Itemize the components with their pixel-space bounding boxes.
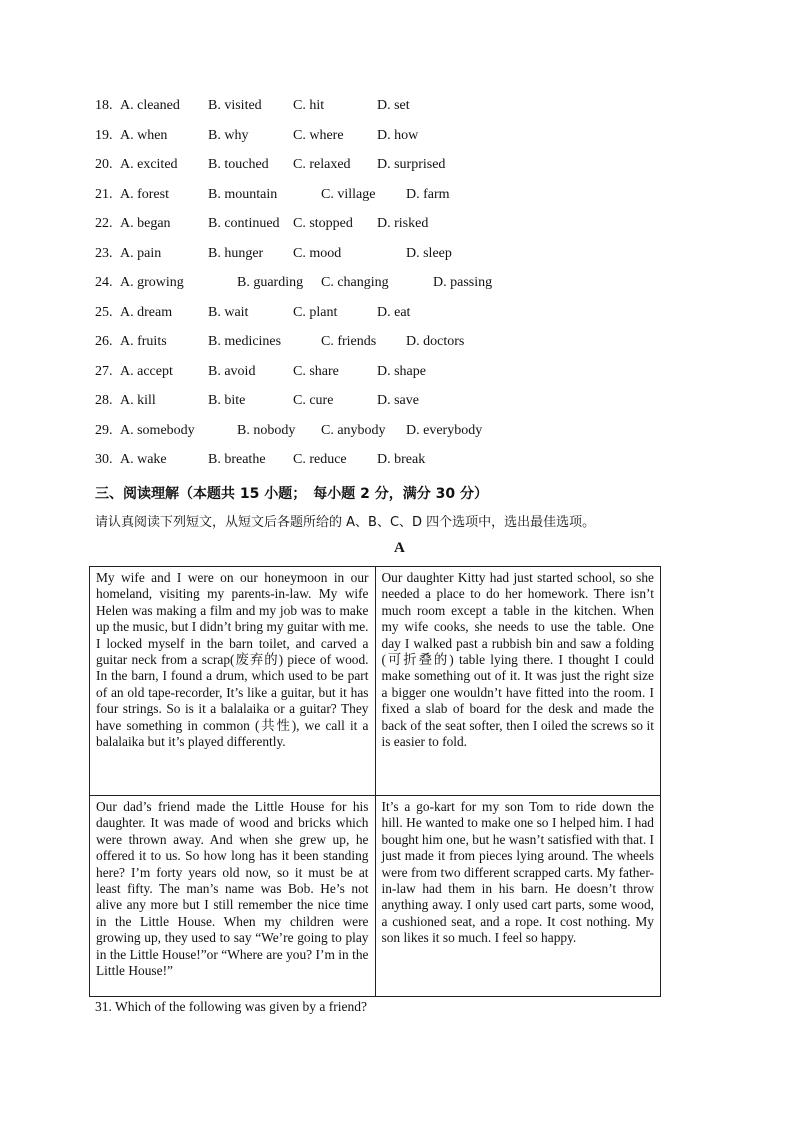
option-a: A. excited bbox=[120, 157, 178, 172]
option-d: D. shape bbox=[377, 364, 426, 379]
option-a: A. dream bbox=[120, 305, 173, 320]
option-a: A. pain bbox=[120, 246, 162, 261]
question-number: 30. bbox=[95, 452, 113, 467]
instructions: 请认真阅读下列短文，从短文后各题所给的 A、B、C、D 四个选项中，选出最佳选项。 bbox=[95, 515, 596, 530]
passage-top-right: Our daughter Kitty had just started school, so she needed a place to do her homework. There isn’t much room except a table in the kitchen. When my wife cooks, she needs to use the table. One day I walked past a rubbish bin and saw a folding (可折叠的) table lying there. I thought I could make something out of it. It was just the right size a bigger one wouldn’t have fitted into the room. I fixed a slab of board for the desk and made the back of the seat softer, then I oiled the screws so it is easier to fold. bbox=[375, 567, 661, 796]
question-number: 21. bbox=[95, 187, 113, 202]
section-heading: 三、阅读理解（本题共 15 小题； 每小题 2 分，满分 30 分） bbox=[95, 486, 488, 502]
question-number: 18. bbox=[95, 98, 113, 113]
option-a: A. somebody bbox=[120, 423, 195, 438]
option-b: B. avoid bbox=[208, 364, 256, 379]
question-number: 20. bbox=[95, 157, 113, 172]
question-number: 27. bbox=[95, 364, 113, 379]
option-a: A. began bbox=[120, 216, 171, 231]
option-d: D. risked bbox=[377, 216, 429, 231]
passage-bottom-left: Our dad’s friend made the Little House for his daughter. It was made of wood and bricks which were thrown away. And when she grew up, he offered it to us. So how long has it been standing here? I’m forty years old now, so it must be at least fifty. The man’s name was Bob. He’s not alive any more but I still remember the nice time in the Little House. When my children were growing up, they used to say “We’re going to play in the Little House!”or “Where are you? I’m in the Little House!” bbox=[90, 796, 376, 997]
option-c: C. village bbox=[321, 187, 376, 202]
option-a: A. forest bbox=[120, 187, 169, 202]
option-d: D. passing bbox=[433, 275, 493, 290]
option-a: A. fruits bbox=[120, 334, 167, 349]
option-c: C. anybody bbox=[321, 423, 386, 438]
question-number: 29. bbox=[95, 423, 113, 438]
option-c: C. stopped bbox=[293, 216, 353, 231]
option-c: C. share bbox=[293, 364, 339, 379]
question-number: 26. bbox=[95, 334, 113, 349]
option-d: D. everybody bbox=[406, 423, 483, 438]
option-a: A. cleaned bbox=[120, 98, 180, 113]
question-number: 24. bbox=[95, 275, 113, 290]
option-c: C. plant bbox=[293, 305, 338, 320]
option-b: B. mountain bbox=[208, 187, 278, 202]
option-d: D. how bbox=[377, 128, 419, 143]
option-d: D. doctors bbox=[406, 334, 465, 349]
option-b: B. medicines bbox=[208, 334, 282, 349]
option-c: C. changing bbox=[321, 275, 389, 290]
question-number: 19. bbox=[95, 128, 113, 143]
option-c: C. hit bbox=[293, 98, 325, 113]
option-c: C. reduce bbox=[293, 452, 347, 467]
option-b: B. hunger bbox=[208, 246, 264, 261]
passage-top-left: My wife and I were on our honeymoon in our homeland, visiting my parents-in-law. My wife Helen was making a film and my job was to make up the music, but I didn’t bring my guitar with me. I locked myself in the barn toilet, and carved a guitar neck from a scrap(废弃的) piece of wood. In the barn, I found a drum, which used to be part of an old tape-recorder, It’s like a guitar, but it has four strings. So is it a balalaika or a guitar? They have something in common (共性), we call it a balalaika but it’s played differently. bbox=[90, 567, 376, 796]
option-d: D. eat bbox=[377, 305, 411, 320]
option-a: A. growing bbox=[120, 275, 184, 290]
option-b: B. nobody bbox=[237, 423, 296, 438]
option-c: C. cure bbox=[293, 393, 334, 408]
passage-title: A bbox=[394, 540, 405, 556]
option-c: C. where bbox=[293, 128, 344, 143]
passage-bottom-right: It’s a go-kart for my son Tom to ride down the hill. He wanted to make one so I helped him. I had bought him one, but he wasn’t satisfied with that. I just made it from pieces lying around. The wheels were from two different scrapped carts. My father-in-law had them in his barn. He doesn’t throw anything away. I only used cart parts, some wood, a cushioned seat, and a rope. It cost nothing. My son likes it so much. I feel so happy. bbox=[375, 796, 661, 997]
option-c: C. friends bbox=[321, 334, 377, 349]
question-number: 25. bbox=[95, 305, 113, 320]
passages-table bbox=[89, 566, 661, 997]
option-a: A. wake bbox=[120, 452, 167, 467]
option-b: B. continued bbox=[208, 216, 280, 231]
option-b: B. guarding bbox=[237, 275, 304, 290]
option-d: D. set bbox=[377, 98, 410, 113]
question-number: 22. bbox=[95, 216, 113, 231]
option-b: B. breathe bbox=[208, 452, 266, 467]
question-number: 23. bbox=[95, 246, 113, 261]
option-c: C. relaxed bbox=[293, 157, 351, 172]
option-b: B. bite bbox=[208, 393, 246, 408]
option-b: B. wait bbox=[208, 305, 249, 320]
option-c: C. mood bbox=[293, 246, 342, 261]
option-d: D. surprised bbox=[377, 157, 446, 172]
question-31: 31. Which of the following was given by a friend? bbox=[95, 999, 367, 1014]
option-a: A. kill bbox=[120, 393, 156, 408]
option-b: B. touched bbox=[208, 157, 269, 172]
option-a: A. accept bbox=[120, 364, 173, 379]
option-b: B. why bbox=[208, 128, 249, 143]
question-number: 28. bbox=[95, 393, 113, 408]
option-b: B. visited bbox=[208, 98, 262, 113]
option-d: D. save bbox=[377, 393, 419, 408]
option-a: A. when bbox=[120, 128, 168, 143]
option-d: D. break bbox=[377, 452, 426, 467]
option-d: D. sleep bbox=[406, 246, 452, 261]
option-d: D. farm bbox=[406, 187, 450, 202]
